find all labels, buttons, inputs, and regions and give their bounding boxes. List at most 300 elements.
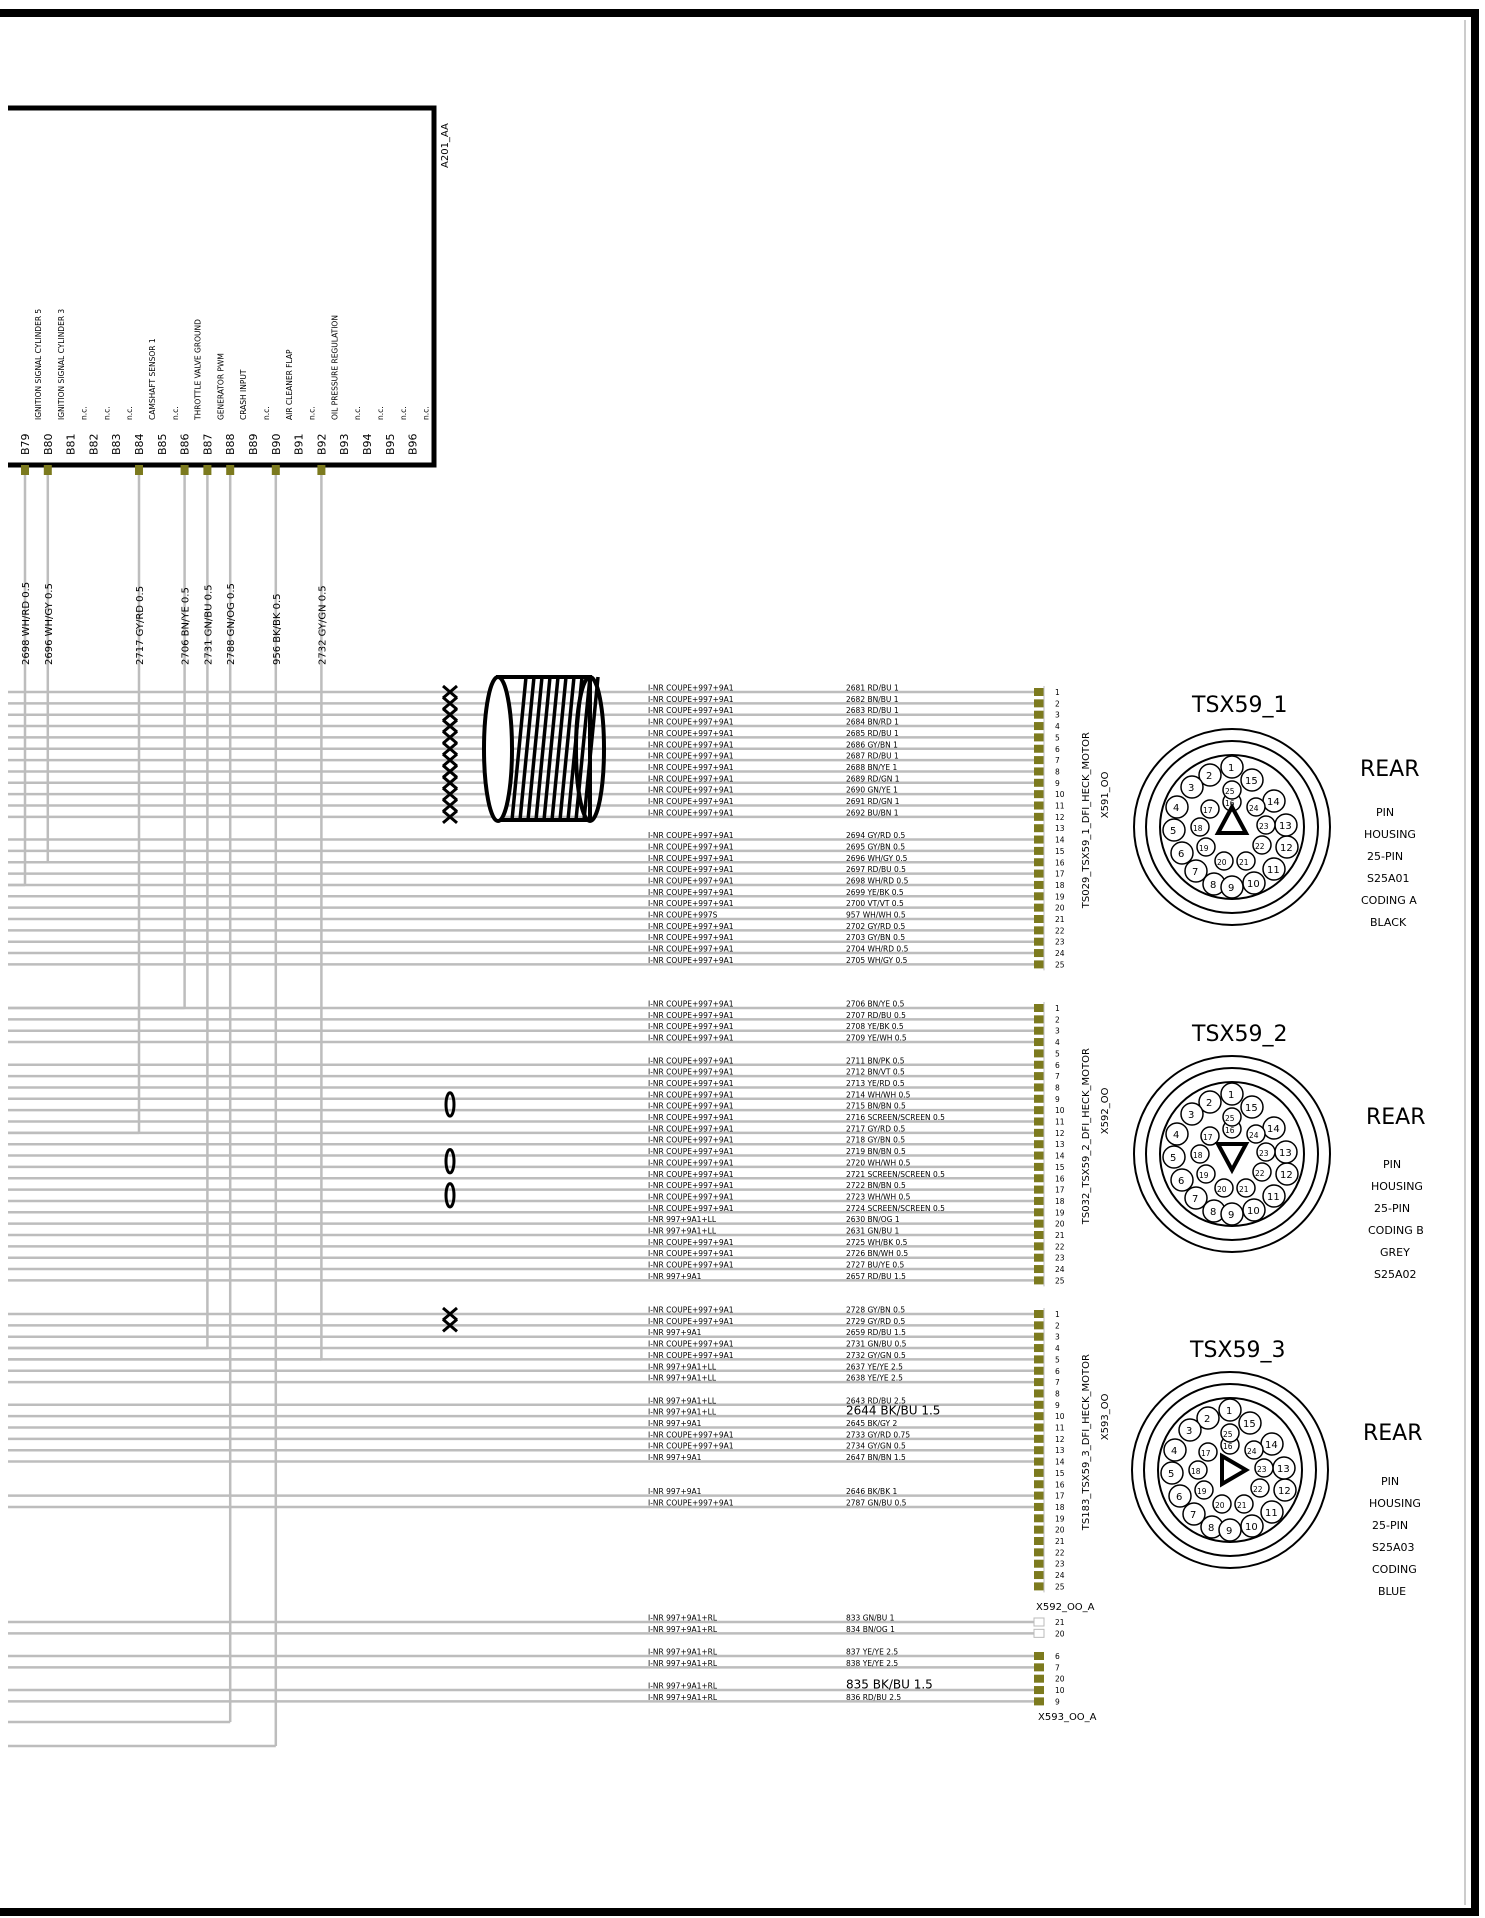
- row-pin-number: 23: [1055, 1559, 1065, 1569]
- ecu-pin-description: AIR CLEANER FLAP: [284, 349, 294, 420]
- row-variant: I-NR COUPE+997+9A1: [648, 706, 734, 716]
- row-wire: 2697 RD/BU 0.5: [846, 865, 906, 875]
- row-pin-number: 8: [1055, 1083, 1060, 1093]
- connector-code: X592_OO: [1100, 1087, 1111, 1135]
- rear-label: REAR: [1363, 1421, 1423, 1446]
- row-variant: I-NR COUPE+997+9A1: [648, 865, 734, 875]
- face-pin-number: 24: [1249, 1131, 1259, 1140]
- face-pin-number: 24: [1249, 804, 1259, 813]
- row-pin-number: 8: [1055, 767, 1060, 777]
- face-pin-number: 1: [1228, 1090, 1235, 1101]
- row-variant: I-NR COUPE+997+9A1: [648, 1192, 734, 1202]
- face-pin-number: 15: [1243, 1419, 1256, 1430]
- pin-marker: [1034, 1027, 1044, 1035]
- row-variant: I-NR 997+9A1+LL: [648, 1373, 717, 1383]
- connector-face: [1134, 693, 1420, 929]
- ecu-wire-label: 2732 GY/GN 0.5: [317, 585, 329, 665]
- pin-marker: [1034, 813, 1044, 821]
- row-pin-number: 18: [1055, 1502, 1065, 1512]
- row-pin-number: 7: [1055, 1378, 1060, 1388]
- row-pin-number: 20: [1055, 903, 1065, 913]
- row-wire: 837 YE/YE 2.5: [846, 1647, 899, 1657]
- face-pin-number: 8: [1208, 1523, 1215, 1534]
- row-pin-number: 9: [1055, 1400, 1060, 1410]
- row-variant: I-NR 997+9A1+LL: [648, 1396, 717, 1406]
- ecu-wire-label: 2698 WH/RD 0.5: [21, 581, 32, 665]
- row-variant: I-NR COUPE+997+9A1: [648, 1078, 734, 1088]
- row-pin-number: 4: [1055, 722, 1060, 732]
- row-variant: I-NR 997+9A1+RL: [648, 1613, 718, 1623]
- connector-info-line: 25-PIN: [1372, 1519, 1409, 1532]
- row-variant: I-NR COUPE+997+9A1: [648, 887, 734, 897]
- row-wire: 2727 BU/YE 0.5: [846, 1260, 905, 1270]
- row-variant: I-NR COUPE+997S: [648, 910, 718, 920]
- row-pin-number: 23: [1055, 1253, 1065, 1263]
- pin-marker: [1034, 1548, 1044, 1556]
- row-pin-number: 18: [1055, 880, 1065, 890]
- row-pin-number: 22: [1055, 1242, 1065, 1252]
- row-pin-number: 25: [1055, 1276, 1065, 1286]
- row-wire: 2698 WH/RD 0.5: [846, 876, 909, 886]
- row-variant: I-NR COUPE+997+9A1: [648, 1498, 734, 1508]
- pin-marker: [1034, 1560, 1044, 1568]
- pin-marker: [1034, 1004, 1044, 1012]
- face-pin-number: 16: [1225, 799, 1235, 808]
- row-wire: 2714 WH/WH 0.5: [846, 1090, 911, 1100]
- pin-marker: [1034, 1174, 1044, 1182]
- row-wire: 2700 VT/VT 0.5: [846, 899, 904, 909]
- row-wire: 2683 RD/BU 1: [846, 706, 899, 716]
- face-pin-number: 17: [1203, 1133, 1213, 1142]
- face-pin-number: 1: [1228, 763, 1235, 774]
- row-wire: 2716 SCREEN/SCREEN 0.5: [846, 1113, 945, 1122]
- row-pin-number: 6: [1055, 1060, 1060, 1070]
- row-wire: 2686 GY/BN 1: [846, 740, 898, 750]
- pin-marker: [1034, 1015, 1044, 1023]
- row-pin-number: 19: [1055, 1208, 1065, 1218]
- pin-marker: [1034, 733, 1044, 741]
- row-pin-number: 17: [1055, 1491, 1065, 1501]
- row-variant: I-NR COUPE+997+9A1: [648, 853, 734, 863]
- row-wire: 2702 GY/RD 0.5: [846, 921, 906, 931]
- pin-marker: [1034, 1231, 1044, 1239]
- pin-marker: [1034, 1038, 1044, 1046]
- ecu-pin-description: n.c.: [398, 406, 408, 420]
- row-wire: 2720 WH/WH 0.5: [846, 1158, 911, 1168]
- ecu-pin-label: B96: [406, 433, 420, 455]
- row-variant: I-NR COUPE+997+9A1: [648, 683, 734, 693]
- face-pin-number: 6: [1178, 1176, 1185, 1187]
- face-pin-number: 13: [1279, 1148, 1292, 1159]
- pin-marker: [1034, 1072, 1044, 1080]
- row-pin-number: 15: [1055, 1468, 1065, 1478]
- row-wire: 838 YE/YE 2.5: [846, 1658, 899, 1668]
- row-wire: 2637 YE/YE 2.5: [846, 1362, 903, 1372]
- row-variant: I-NR 997+9A1+RL: [648, 1647, 718, 1657]
- row-pin-number: 2: [1055, 1321, 1060, 1331]
- row-variant: I-NR COUPE+997+9A1: [648, 842, 734, 852]
- row-variant: I-NR COUPE+997+9A1: [648, 762, 734, 772]
- pin-marker: [1034, 938, 1044, 946]
- face-pin-number: 11: [1265, 1508, 1278, 1519]
- face-pin-number: 11: [1267, 865, 1280, 876]
- group-label-x592-a: X592_OO_A: [1036, 1602, 1095, 1613]
- row-variant: I-NR COUPE+997+9A1: [648, 831, 734, 841]
- ecu-pin-marker: [44, 465, 52, 475]
- row-wire: 2696 WH/GY 0.5: [846, 853, 908, 863]
- row-wire: 2646 BK/BK 1: [846, 1487, 898, 1497]
- row-variant: I-NR 997+9A1+RL: [648, 1681, 718, 1691]
- pin-marker: [1034, 892, 1044, 900]
- row-wire: 2699 YE/BK 0.5: [846, 887, 904, 897]
- face-pin-number: 24: [1247, 1447, 1257, 1456]
- pin-marker: [1034, 1106, 1044, 1114]
- row-pin-number: 20: [1055, 1219, 1065, 1229]
- pin-marker: [1034, 1686, 1044, 1694]
- row-pin-number: 13: [1055, 1140, 1065, 1150]
- pin-marker: [1034, 847, 1044, 855]
- face-pin-number: 19: [1197, 1487, 1207, 1496]
- face-coding-arrow: [1218, 807, 1246, 833]
- row-pin-number: 8: [1055, 1389, 1060, 1399]
- pin-marker: [1034, 1276, 1044, 1284]
- row-variant: I-NR COUPE+997+9A1: [648, 1101, 734, 1111]
- row-pin-number: 24: [1055, 1571, 1065, 1581]
- pin-marker: [1034, 960, 1044, 968]
- connector-info-line: PIN: [1383, 1158, 1402, 1171]
- ecu-pin-description: n.c.: [307, 406, 317, 420]
- ecu-pin-description: GENERATOR PWM: [216, 353, 226, 420]
- row-pin-number: 16: [1055, 858, 1065, 868]
- ecu-pin-label: B82: [87, 433, 101, 455]
- pin-marker: [1034, 881, 1044, 889]
- connector-side-label: TS183_TSX59_3_DFI_HECK_MOTOR: [1081, 1354, 1092, 1531]
- pin-marker: [1034, 1435, 1044, 1443]
- row-variant: I-NR COUPE+997+9A1: [648, 1316, 734, 1326]
- row-pin-number: 14: [1055, 835, 1065, 845]
- face-pin-number: 7: [1192, 1194, 1199, 1205]
- ecu-wire-label: 2788 GN/OG 0.5: [226, 583, 238, 665]
- row-variant: I-NR COUPE+997+9A1: [648, 899, 734, 909]
- ecu-pin-marker: [317, 465, 325, 475]
- row-wire: 2657 RD/BU 1.5: [846, 1271, 906, 1281]
- row-pin-number: 10: [1055, 790, 1065, 800]
- group-label-x593-a: X593_OO_A: [1038, 1712, 1097, 1723]
- face-pin-number: 17: [1201, 1449, 1211, 1458]
- ecu-pin-label: B81: [64, 433, 78, 455]
- face-pin-number: 23: [1259, 1149, 1269, 1158]
- pin-marker: [1034, 1344, 1044, 1352]
- row-wire: 2726 BN/WH 0.5: [846, 1249, 909, 1259]
- pin-marker: [1034, 1186, 1044, 1194]
- row-wire: 2719 BN/BN 0.5: [846, 1147, 906, 1157]
- row-wire: 2645 BK/GY 2: [846, 1419, 898, 1428]
- pin-marker: [1034, 1458, 1044, 1466]
- row-wire: 2685 RD/BU 1: [846, 728, 899, 738]
- ecu-pin-description: n.c.: [102, 406, 112, 420]
- pin-marker: [1034, 1220, 1044, 1228]
- pin-marker: [1034, 1571, 1044, 1579]
- ecu-wire-label: 2717 GY/RD 0.5: [135, 585, 146, 665]
- row-pin-number: 24: [1055, 949, 1065, 959]
- ecu-wire-label: 2731 GN/BU 0.5: [203, 584, 215, 665]
- pin-marker: [1034, 1095, 1044, 1103]
- connector-info-line: S25A02: [1374, 1268, 1417, 1281]
- row-variant: I-NR 997+9A1+LL: [648, 1362, 717, 1372]
- rear-label: REAR: [1366, 1105, 1426, 1130]
- pin-marker: [1034, 904, 1044, 912]
- row-pin-number: 22: [1055, 926, 1065, 936]
- pin-marker: [1034, 1480, 1044, 1488]
- row-wire: 2724 SCREEN/SCREEN 0.5: [846, 1203, 945, 1213]
- face-pin-number: 12: [1280, 1170, 1293, 1181]
- face-pin-number: 18: [1193, 1151, 1203, 1160]
- connector-side-label: TS029_TSX59_1_DFI_HECK_MOTOR: [1081, 732, 1092, 909]
- pin-marker: [1034, 1049, 1044, 1057]
- row-wire: 2684 BN/RD 1: [846, 717, 899, 727]
- pin-marker: [1034, 802, 1044, 810]
- pin-marker: [1034, 1367, 1044, 1375]
- pin-marker: [1034, 1061, 1044, 1069]
- face-pin-number: 11: [1267, 1192, 1280, 1203]
- row-variant: I-NR COUPE+997+9A1: [648, 1056, 734, 1066]
- row-wire: 2659 RD/BU 1.5: [846, 1328, 906, 1338]
- row-wire: 833 GN/BU 1: [846, 1613, 895, 1623]
- row-wire: 2712 BN/VT 0.5: [846, 1067, 905, 1077]
- ecu-wire-label: 956 BK/BK 0.5: [271, 593, 283, 665]
- row-pin-number: 2: [1055, 699, 1060, 709]
- face-pin-number: 21: [1239, 858, 1249, 867]
- face-pin-number: 23: [1257, 1465, 1267, 1474]
- connector-info-line: GREY: [1380, 1246, 1410, 1259]
- row-wire: 2728 GY/BN 0.5: [846, 1305, 906, 1315]
- connector-info-line: PIN: [1381, 1475, 1400, 1488]
- page-frame: [0, 13, 1475, 1912]
- row-pin-number: 9: [1055, 778, 1060, 788]
- row-wire: 2694 GY/RD 0.5: [846, 831, 906, 841]
- pin-marker: [1034, 1424, 1044, 1432]
- row-pin-number: 22: [1055, 1548, 1065, 1558]
- row-wire: 2732 GY/GN 0.5: [846, 1350, 906, 1360]
- ecu-pin-marker: [135, 465, 143, 475]
- face-pin-number: 22: [1253, 1485, 1263, 1494]
- face-pin-number: 5: [1170, 826, 1177, 837]
- face-pin-number: 3: [1188, 1110, 1195, 1121]
- face-pin-number: 20: [1217, 858, 1227, 867]
- ecu-pin-description: n.c.: [421, 406, 431, 420]
- row-pin-number: 11: [1055, 1423, 1065, 1433]
- row-pin-number: 14: [1055, 1457, 1065, 1467]
- row-pin-number: 6: [1055, 744, 1060, 754]
- row-variant: I-NR 997+9A1: [648, 1419, 702, 1428]
- connector-info-line: CODING B: [1368, 1224, 1424, 1237]
- row-pin-number: 23: [1055, 937, 1065, 947]
- face-pin-number: 9: [1228, 883, 1235, 894]
- row-wire: 2729 GY/RD 0.5: [846, 1316, 906, 1326]
- face-coding-arrow: [1218, 1144, 1246, 1170]
- row-pin-number: 6: [1055, 1652, 1060, 1661]
- face-pin-number: 4: [1173, 803, 1180, 814]
- row-pin-number: 5: [1055, 733, 1060, 743]
- row-wire: 2695 GY/BN 0.5: [846, 842, 906, 852]
- ecu-pin-description: OIL PRESSURE REGULATION: [330, 315, 340, 420]
- row-variant: I-NR COUPE+997+9A1: [648, 1147, 734, 1157]
- shield-oval: [446, 1093, 454, 1116]
- connector-info-line: HOUSING: [1364, 828, 1416, 841]
- row-variant: I-NR COUPE+997+9A1: [648, 1339, 734, 1349]
- connector-info-line: S25A01: [1367, 872, 1410, 885]
- face-pin-number: 22: [1255, 1169, 1265, 1178]
- pin-marker: [1034, 1663, 1044, 1671]
- row-wire: 2708 YE/BK 0.5: [846, 1022, 904, 1032]
- pin-marker-open: [1034, 1618, 1044, 1626]
- row-pin-number: 20: [1055, 1674, 1065, 1684]
- row-pin-number: 17: [1055, 1185, 1065, 1195]
- face-pin-number: 9: [1226, 1526, 1233, 1537]
- connector-code: X593_OO: [1100, 1393, 1111, 1441]
- row-variant: I-NR COUPE+997+9A1: [648, 774, 734, 784]
- row-wire: 2643 RD/BU 2.5: [846, 1396, 906, 1406]
- row-variant: I-NR COUPE+997+9A1: [648, 751, 734, 761]
- pin-marker: [1034, 1401, 1044, 1409]
- ecu-pin-label: B91: [292, 433, 306, 455]
- row-pin-number: 13: [1055, 1446, 1065, 1456]
- row-pin-number: 21: [1055, 1537, 1065, 1546]
- connector-info-line: BLUE: [1378, 1585, 1407, 1598]
- row-variant: I-NR COUPE+997+9A1: [648, 944, 734, 954]
- row-wire: 2713 YE/RD 0.5: [846, 1078, 905, 1088]
- row-wire: 2682 BN/BU 1: [846, 694, 899, 704]
- face-pin-number: 25: [1225, 1114, 1235, 1123]
- row-pin-number: 11: [1055, 801, 1065, 811]
- ecu-pin-marker: [272, 465, 280, 475]
- row-wire: 2734 GY/GN 0.5: [846, 1441, 906, 1451]
- row-variant: I-NR COUPE+997+9A1: [648, 1113, 734, 1122]
- ecu-pin-description: n.c.: [170, 406, 180, 420]
- face-pin-number: 14: [1265, 1440, 1278, 1451]
- face-pin-number: 15: [1245, 1103, 1258, 1114]
- ecu-pin-label: B95: [383, 433, 397, 455]
- connector-info-line: 25-PIN: [1367, 850, 1404, 863]
- face-pin-number: 23: [1259, 822, 1269, 831]
- pin-marker: [1034, 1537, 1044, 1545]
- row-wire: 835 BK/BU 1.5: [846, 1677, 933, 1692]
- pin-marker: [1034, 1503, 1044, 1511]
- row-wire: 2706 BN/YE 0.5: [846, 999, 905, 1009]
- ecu-pin-label: B94: [361, 433, 374, 455]
- row-variant: I-NR 997+9A1+LL: [648, 1226, 717, 1236]
- ecu-pin-label: B87: [201, 433, 215, 455]
- row-pin-number: 14: [1055, 1151, 1065, 1161]
- row-pin-number: 12: [1055, 1128, 1065, 1138]
- face-pin-number: 6: [1178, 849, 1185, 860]
- connector-info-line: 25-PIN: [1374, 1202, 1411, 1215]
- row-wire: 2638 YE/YE 2.5: [846, 1373, 903, 1383]
- face-pin-number: 8: [1210, 1207, 1217, 1218]
- row-variant: I-NR COUPE+997+9A1: [648, 1441, 734, 1451]
- row-pin-number: 11: [1055, 1117, 1065, 1127]
- cable-bundle-left-cap: [484, 677, 512, 821]
- row-pin-number: 25: [1055, 1582, 1065, 1592]
- row-variant: I-NR COUPE+997+9A1: [648, 1203, 734, 1213]
- row-wire: 2647 BN/BN 1.5: [846, 1453, 906, 1463]
- face-pin-number: 13: [1277, 1464, 1290, 1475]
- ecu-pin-marker: [21, 465, 29, 475]
- row-pin-number: 1: [1055, 1310, 1060, 1319]
- pin-marker: [1034, 1083, 1044, 1091]
- ecu-pin-description: IGNITION SIGNAL CYLINDER 3: [56, 308, 66, 420]
- connector-title: TSX59_2: [1192, 1022, 1288, 1047]
- row-pin-number: 4: [1055, 1038, 1060, 1048]
- row-wire: 2644 BK/BU 1.5: [846, 1403, 941, 1418]
- face-pin-number: 12: [1278, 1486, 1291, 1497]
- row-wire: 2731 GN/BU 0.5: [846, 1339, 907, 1349]
- row-variant: I-NR 997+9A1+LL: [648, 1215, 717, 1225]
- ecu-pin-description: n.c.: [262, 406, 271, 420]
- ecu-pin-description: IGNITION SIGNAL CYLINDER 5: [34, 308, 43, 420]
- row-wire: 2787 GN/BU 0.5: [846, 1498, 907, 1508]
- connector-info-line: BLACK: [1370, 916, 1407, 929]
- row-variant: I-NR 997+9A1: [648, 1453, 702, 1463]
- row-variant: I-NR 997+9A1: [648, 1271, 702, 1281]
- row-variant: I-NR 997+9A1+RL: [648, 1692, 718, 1702]
- row-pin-number: 4: [1055, 1344, 1060, 1354]
- pin-marker: [1034, 1197, 1044, 1205]
- face-pin-number: 16: [1225, 1126, 1235, 1135]
- pin-marker: [1034, 836, 1044, 844]
- pin-marker: [1034, 756, 1044, 764]
- ecu-name: A201_AA: [440, 123, 451, 168]
- pin-marker: [1034, 1446, 1044, 1454]
- row-pin-number: 10: [1055, 1412, 1065, 1422]
- row-pin-number: 2: [1055, 1015, 1060, 1025]
- ecu-pin-label: B93: [338, 433, 352, 455]
- row-wire: 2687 RD/BU 1: [846, 751, 899, 761]
- row-pin-number: 10: [1055, 1106, 1065, 1116]
- row-pin-number: 15: [1055, 846, 1065, 856]
- row-variant: I-NR COUPE+997+9A1: [648, 1124, 734, 1134]
- row-variant: I-NR COUPE+997+9A1: [648, 933, 734, 943]
- face-pin-number: 14: [1267, 797, 1280, 808]
- pin-marker: [1034, 711, 1044, 719]
- row-variant: I-NR COUPE+997+9A1: [648, 999, 734, 1009]
- pin-marker: [1034, 1118, 1044, 1126]
- face-pin-number: 21: [1237, 1501, 1247, 1510]
- pin-marker: [1034, 858, 1044, 866]
- row-pin-number: 3: [1055, 1026, 1060, 1036]
- row-pin-number: 24: [1055, 1265, 1065, 1275]
- row-variant: I-NR COUPE+997+9A1: [648, 1249, 734, 1259]
- row-variant: I-NR COUPE+997+9A1: [648, 1169, 734, 1179]
- connector-info-line: HOUSING: [1371, 1180, 1423, 1193]
- pin-marker: [1034, 688, 1044, 696]
- row-pin-number: 21: [1055, 1618, 1065, 1627]
- ecu-pin-label: B88: [224, 433, 238, 455]
- connector-info-line: CODING A: [1361, 894, 1417, 907]
- row-pin-number: 15: [1055, 1162, 1065, 1172]
- pin-marker: [1034, 949, 1044, 957]
- face-pin-number: 13: [1279, 821, 1292, 832]
- row-variant: I-NR COUPE+997+9A1: [648, 1090, 734, 1100]
- ecu-pin-description: n.c.: [376, 406, 385, 420]
- row-variant: I-NR COUPE+997+9A1: [648, 694, 734, 704]
- pin-marker: [1034, 1378, 1044, 1386]
- row-wire: 2630 BN/OG 1: [846, 1215, 900, 1225]
- row-wire: 2733 GY/RD 0.75: [846, 1430, 911, 1440]
- ecu-pin-description: n.c.: [353, 406, 363, 420]
- pin-marker: [1034, 1242, 1044, 1250]
- face-pin-number: 6: [1176, 1492, 1183, 1503]
